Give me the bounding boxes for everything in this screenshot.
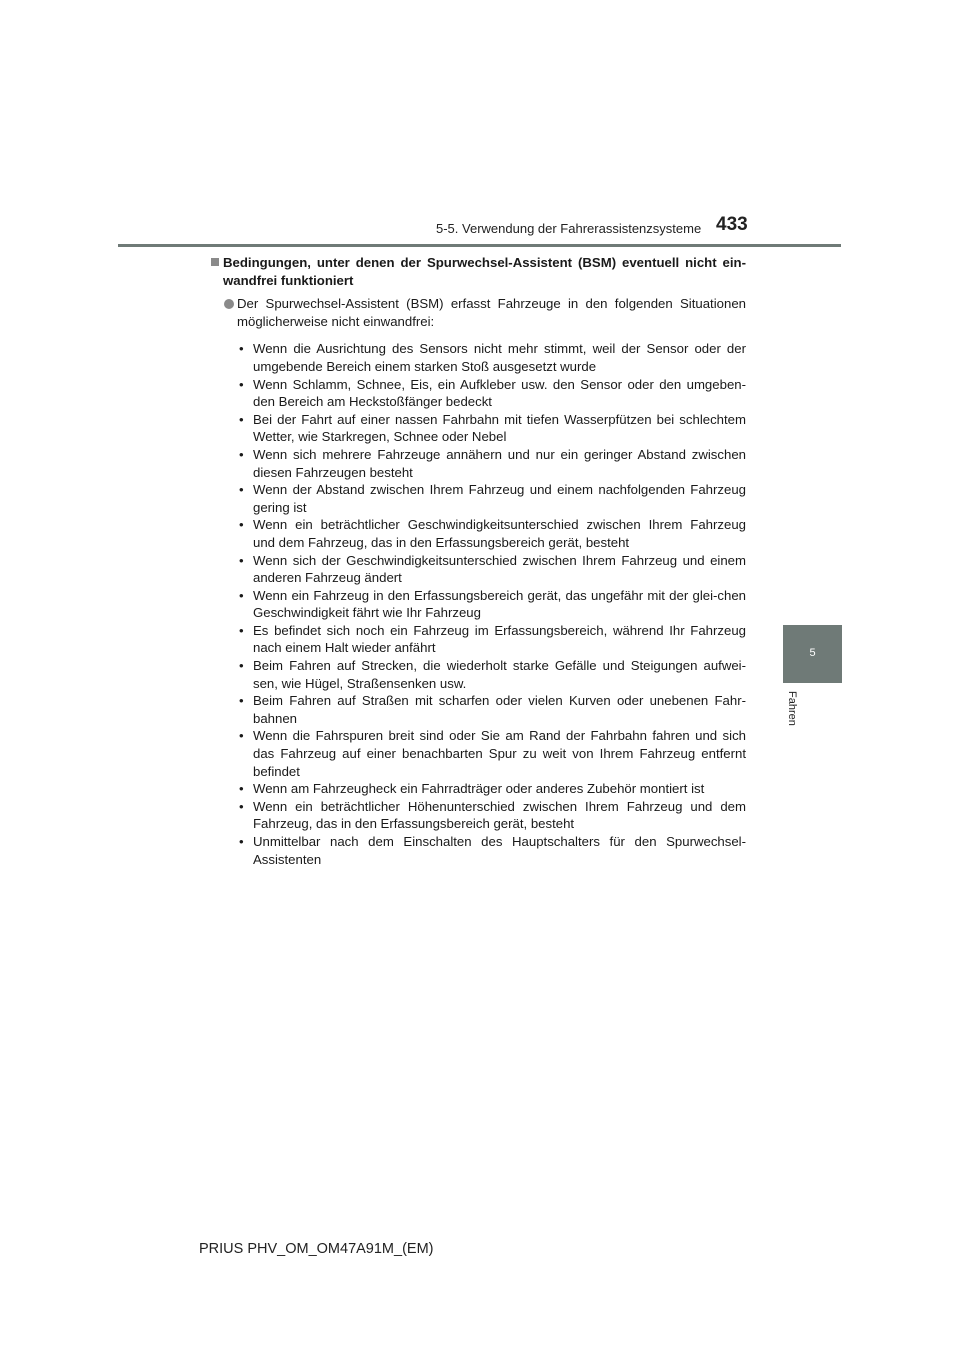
list-item xyxy=(211,727,746,780)
bullet-icon: • xyxy=(239,411,244,427)
bullet-icon: • xyxy=(239,728,244,744)
list-item-text: Beim Fahren auf Strecken, die wiederholt starke Gefälle und Steigungen aufwei-sen, wie Hügel, Straßensenken usw. xyxy=(253,658,746,691)
bullet-icon: • xyxy=(239,587,244,603)
bullet-icon: • xyxy=(239,658,244,674)
bullet-icon: • xyxy=(239,341,244,357)
list-item-text: Wenn ein Fahrzeug in den Erfassungsbereich gerät, das ungefähr mit der glei-chen Geschwindigkeit fährt wie Ihr Fahrzeug xyxy=(253,587,746,621)
subheading xyxy=(211,254,746,289)
list-item xyxy=(211,622,746,657)
bullet-icon: • xyxy=(239,781,244,797)
list-item xyxy=(211,516,746,551)
bullet-icon: • xyxy=(239,834,244,849)
list-item xyxy=(211,411,746,446)
bullet-icon: • xyxy=(239,552,244,568)
chapter-number: 5 xyxy=(809,647,816,659)
subheading-text: Bedingungen, unter denen der Spurwechsel-Assistent (BSM) eventuell nicht ein-wandfrei funktioniert xyxy=(223,255,746,288)
chapter-label: Fahren xyxy=(786,691,798,726)
chapter-tab xyxy=(783,625,842,683)
intro-text: Der Spurwechsel-Assistent (BSM) erfasst Fahrzeuge in den folgenden Situationen möglicherweise nicht einwandfrei: xyxy=(237,296,746,329)
list-item-text: Es befindet sich noch ein Fahrzeug im Erfassungsbereich, während Ihr Fahrzeug nach einem Halt wieder anfährt xyxy=(253,622,746,656)
header-divider xyxy=(118,244,841,247)
document-code: PRIUS PHV_OM_OM47A91M_(EM) xyxy=(199,1241,434,1257)
list-item-text: Unmittelbar nach dem Einschalten des Hauptschalters für den Spurwechsel-Assistenten xyxy=(253,834,746,867)
bullet-icon: • xyxy=(239,446,244,462)
bullet-icon: • xyxy=(239,517,244,533)
list-item xyxy=(211,587,746,622)
main-content xyxy=(211,254,746,868)
list-item-text: Wenn ein beträchtlicher Geschwindigkeitsunterschied zwischen Ihrem Fahrzeug und dem Fahrzeug, das in den Erfassungsbereich gerät, besteht xyxy=(253,517,746,550)
list-item-text: Wenn die Fahrspuren breit sind oder Sie am Rand der Fahrbahn fahren und sich das Fahrzeug auf einer benachbarten Spur zu weit von Ihrem Fahrzeug entfernt befindet xyxy=(253,728,746,779)
list-item xyxy=(211,657,746,692)
conditions-list xyxy=(211,340,746,868)
list-item xyxy=(211,552,746,587)
intro-paragraph xyxy=(211,295,746,330)
list-item-text: Wenn Schlamm, Schnee, Eis, ein Aufkleber usw. den Sensor oder den umgeben-den Bereich am Heckstoßfänger bedeckt xyxy=(253,376,746,410)
bullet-icon: • xyxy=(239,693,244,709)
list-item-text: Wenn sich mehrere Fahrzeuge annähern und nur ein geringer Abstand zwischen diesen Fahrzeugen besteht xyxy=(253,446,746,480)
list-item-text: Wenn die Ausrichtung des Sensors nicht mehr stimmt, weil der Sensor oder der umgebende Bereich einem starken Stoß ausgesetzt wurde xyxy=(253,341,746,374)
bullet-icon: • xyxy=(239,376,244,392)
list-item xyxy=(211,340,746,375)
list-item xyxy=(211,446,746,481)
list-item xyxy=(211,780,746,798)
bullet-icon: • xyxy=(239,798,244,814)
page-number: 433 xyxy=(716,214,748,235)
list-item-text: Wenn sich der Geschwindigkeitsunterschied zwischen Ihrem Fahrzeug und einem anderen Fahrzeug ändert xyxy=(253,552,746,586)
square-bullet-icon xyxy=(211,258,219,266)
list-item xyxy=(211,798,746,833)
list-item-text: Wenn der Abstand zwischen Ihrem Fahrzeug und einem nachfolgenden Fahrzeug gering ist xyxy=(253,482,746,515)
list-item xyxy=(211,833,746,868)
list-item xyxy=(211,481,746,516)
list-item-text: Wenn am Fahrzeugheck ein Fahrradträger oder anderes Zubehör montiert ist xyxy=(253,781,705,797)
list-item xyxy=(211,376,746,411)
list-item xyxy=(211,692,746,727)
list-item-text: Bei der Fahrt auf einer nassen Fahrbahn mit tiefen Wasserpfützen bei schlechtem Wetter, wie Starkregen, Schnee oder Nebel xyxy=(253,411,746,445)
chapter-label-wrapper xyxy=(786,691,798,741)
section-title: 5-5. Verwendung der Fahrerassistenzsysteme xyxy=(436,221,702,236)
list-item-text: Beim Fahren auf Straßen mit scharfen oder vielen Kurven oder unebenen Fahr-bahnen xyxy=(253,693,746,726)
list-item-text: Wenn ein beträchtlicher Höhenunterschied zwischen Ihrem Fahrzeug und dem Fahrzeug, das in den Erfassungsbereich gerät, besteht xyxy=(253,798,746,832)
bullet-icon: • xyxy=(239,622,244,638)
bullet-icon: • xyxy=(239,482,244,498)
circle-bullet-icon xyxy=(224,299,234,309)
